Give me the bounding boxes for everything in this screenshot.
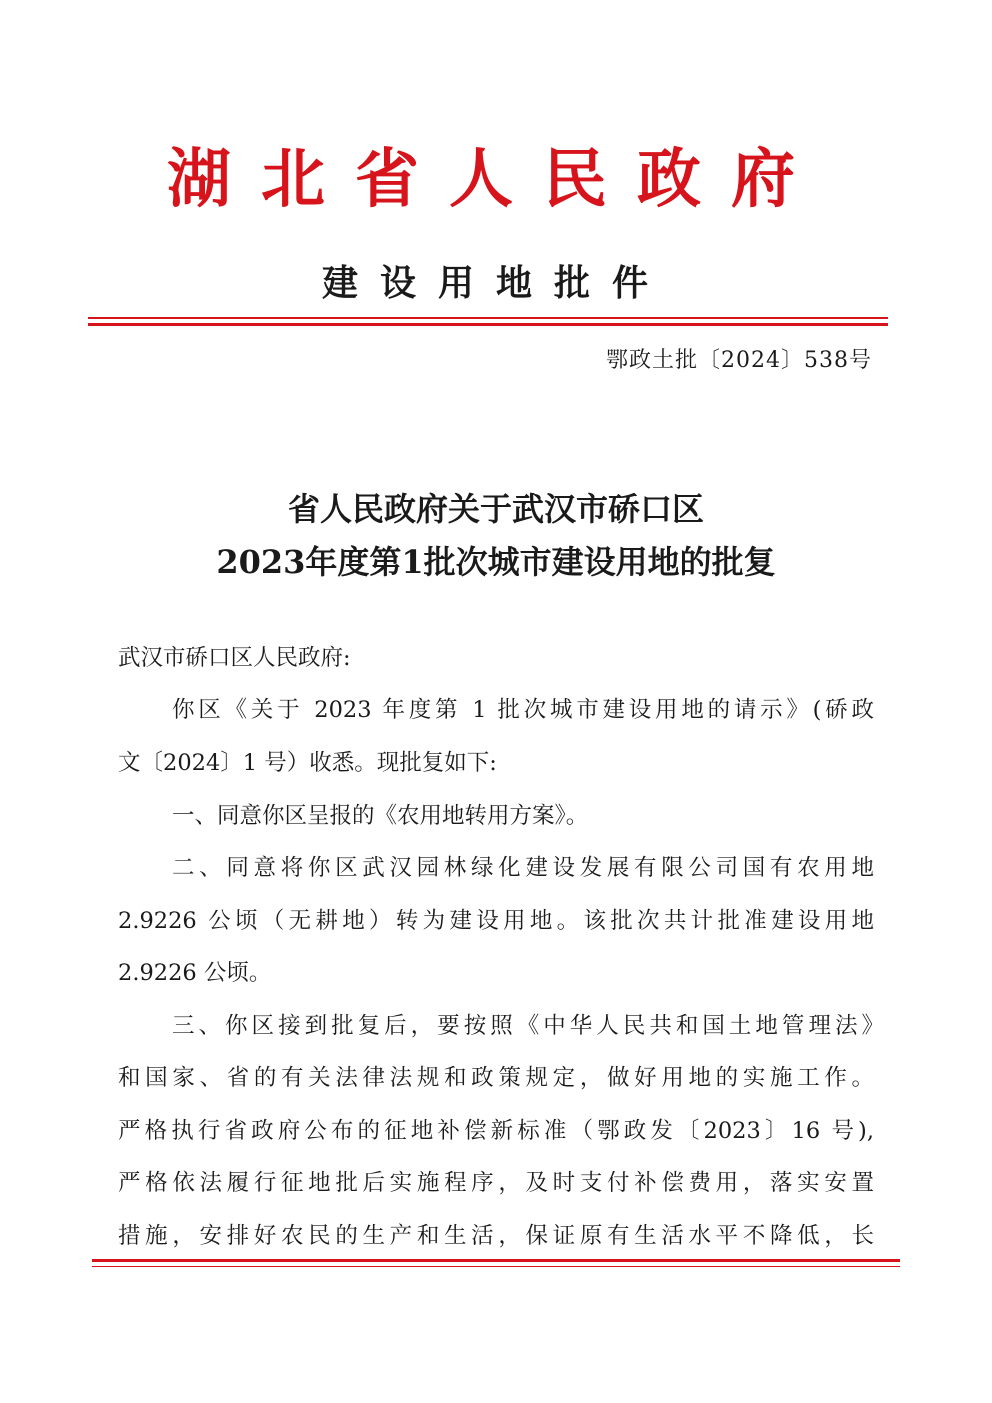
salutation: 武汉市硚口区人民政府: [118, 645, 351, 671]
body-line-6: 2.9226 公顷。 [118, 960, 272, 986]
footer-rule-thick [92, 1259, 900, 1262]
document-title-line-2: 2023年度第1批次城市建设用地的批复 [216, 543, 776, 581]
document-number: 鄂政土批〔2024〕538号 [606, 348, 872, 373]
body-line-4: 二、同意将你区武汉园林绿化建设发展有限公司国有农用地 [172, 855, 874, 881]
body-line-5: 2.9226 公顷（无耕地）转为建设用地。该批次共计批准建设用地 [118, 908, 874, 934]
header-rule-thin [88, 317, 888, 319]
body-line-8: 和国家、省的有关法律法规和政策规定，做好用地的实施工作。 [118, 1065, 874, 1091]
body-line-3: 一、同意你区呈报的《农用地转用方案》。 [172, 803, 589, 829]
body-line-10: 严格依法履行征地批后实施程序，及时支付补偿费用，落实安置 [118, 1170, 874, 1196]
body-line-9: 严格执行省政府公布的征地补偿新标准（鄂政发〔2023〕16 号), [118, 1118, 874, 1144]
footer-rule-thin [92, 1266, 900, 1267]
body-line-7: 三、你区接到批复后，要按照《中华人民共和国土地管理法》 [172, 1013, 884, 1039]
document-title-line-1: 省人民政府关于武汉市硚口区 [287, 490, 704, 528]
header-rule-thick [88, 323, 888, 326]
body-line-2: 文〔2024〕1 号）收悉。现批复如下: [118, 750, 497, 776]
body-line-1: 你区《关于 2023 年度第 1 批次城市建设用地的请示》(硚政 [172, 697, 874, 723]
issuer-masthead: 湖北省人民政府 [167, 142, 825, 217]
body-line-11: 措施，安排好农民的生产和生活，保证原有生活水平不降低，长 [118, 1223, 874, 1249]
document-type-heading: 建设用地批件 [321, 263, 670, 304]
